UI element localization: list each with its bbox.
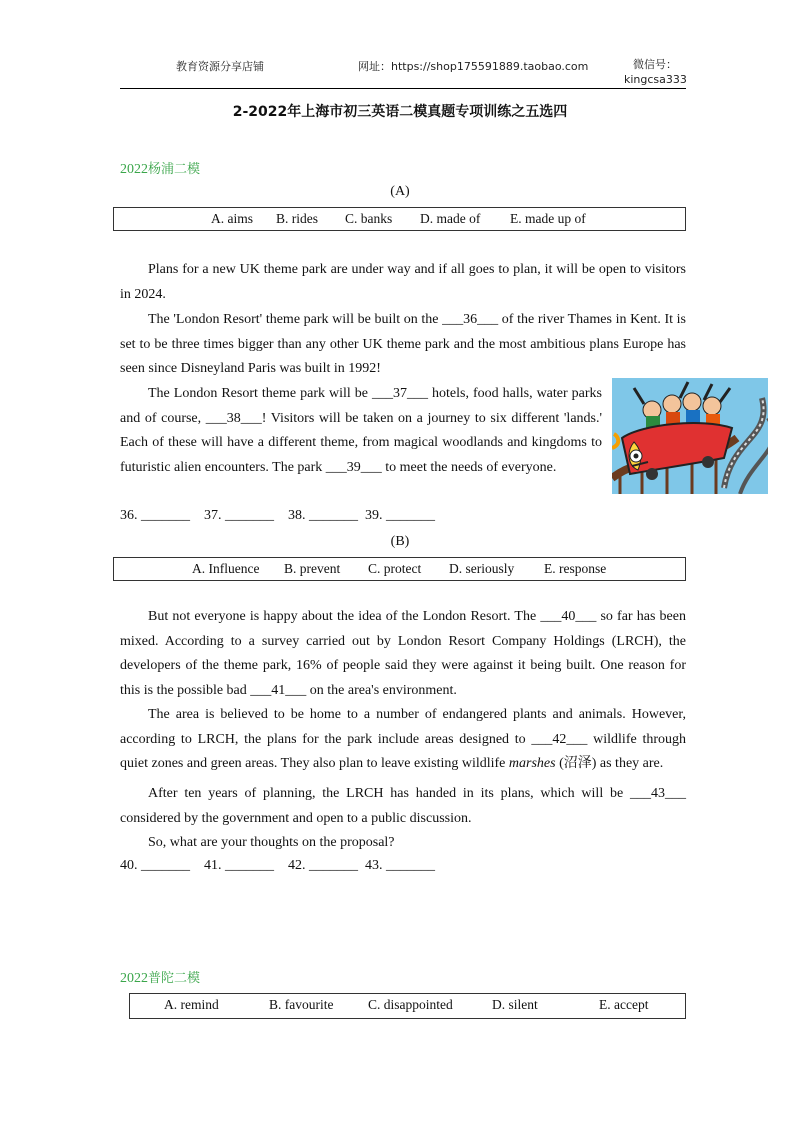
paragraph-b4: So, what are your thoughts on the proposal? (148, 835, 395, 850)
paragraph-a3: The London Resort theme park will be ___37___ hotels, food halls, water parks and of course, ___38___! Visitors will be taken on a journey to six different 'lands.' Each of these will have a different theme, from magical woodlands and kingdoms to futuristic alien encounters. The park ___39___ to meet the needs of everyone. (120, 386, 602, 475)
option-d: D. seriously (449, 561, 515, 576)
option-c: C. disappointed (368, 997, 453, 1012)
option-a: A. Influence (192, 561, 260, 576)
header-divider (120, 88, 686, 89)
option-a: A. aims (211, 211, 253, 226)
section-name: 杨浦二模 (148, 162, 201, 177)
section-year: 2022 (120, 162, 148, 177)
option-c: C. protect (368, 561, 422, 576)
option-a: A. remind (164, 997, 219, 1012)
section-heading-putuo (120, 967, 200, 987)
answer-line-b: 40. _______ 41. _______ 42. _______ 43. _______ (120, 858, 435, 873)
header-shop-name: 教育资源分享店铺 (176, 60, 264, 73)
page-title: 2-2022年上海市初三英语二模真题专项训练之五选四 (232, 104, 568, 120)
option-e: E. made up of (510, 211, 586, 226)
word-box-b (113, 557, 686, 581)
part-label-b: (B) (390, 534, 410, 549)
paragraph-a1: Plans for a new UK theme park are under way and if all goes to plan, it will be open to visitors in 2024. (120, 262, 686, 302)
option-b: B. prevent (284, 561, 341, 576)
answer-line-a: 36. _______ 37. _______ 38. _______ 39. _______ (120, 508, 435, 523)
part-label-a: (A) (390, 184, 410, 199)
header-url[interactable]: 网址：https://shop175591889.taobao.com (358, 60, 589, 73)
header-wechat-label: 微信号： (633, 58, 677, 71)
section-heading-yangpu (120, 158, 200, 178)
option-c: C. banks (345, 211, 393, 226)
section-year: 2022 (120, 971, 148, 986)
option-b: B. rides (276, 211, 318, 226)
option-e: E. accept (599, 997, 649, 1012)
paragraph-a2: The 'London Resort' theme park will be built on the ___36___ of the river Thames in Kent. It is set to be three times bigger than any other UK theme park and the most ambitious plans Europe has seen since Disneyland Paris was built in 1992! (120, 312, 686, 376)
paragraph-b1: But not everyone is happy about the idea of the London Resort. The ___40___ so far has been mixed. According to a survey carried out by London Resort Company Holdings (LRCH), the developers of the theme park, 16% of people said they were against it being built. One reason for this is the possible bad ___41___ on the area's environment. (120, 609, 686, 698)
word-box-a (113, 207, 686, 231)
option-b: B. favourite (269, 997, 334, 1012)
header-wechat-id: kingcsa333 (624, 73, 687, 86)
option-e: E. response (544, 561, 607, 576)
section-name: 普陀二模 (148, 971, 201, 986)
option-d: D. made of (420, 211, 481, 226)
paragraph-b3: After ten years of planning, the LRCH has handed in its plans, which will be ___43___ considered by the government and open to a public discussion. (120, 786, 686, 826)
word-box-putuo (129, 993, 686, 1019)
italic-word: marshes (508, 756, 556, 771)
option-d: D. silent (492, 997, 538, 1012)
paragraph-b2: The area is believed to be home to a number of endangered plants and animals. However, according to LRCH, the plans for the park include areas designed to ___42___ wildlife through quiet zones and green areas. They also plan to leave existing wildlife marshes (沼泽) as they are. (120, 707, 686, 771)
roller-coaster-illustration (612, 378, 768, 494)
